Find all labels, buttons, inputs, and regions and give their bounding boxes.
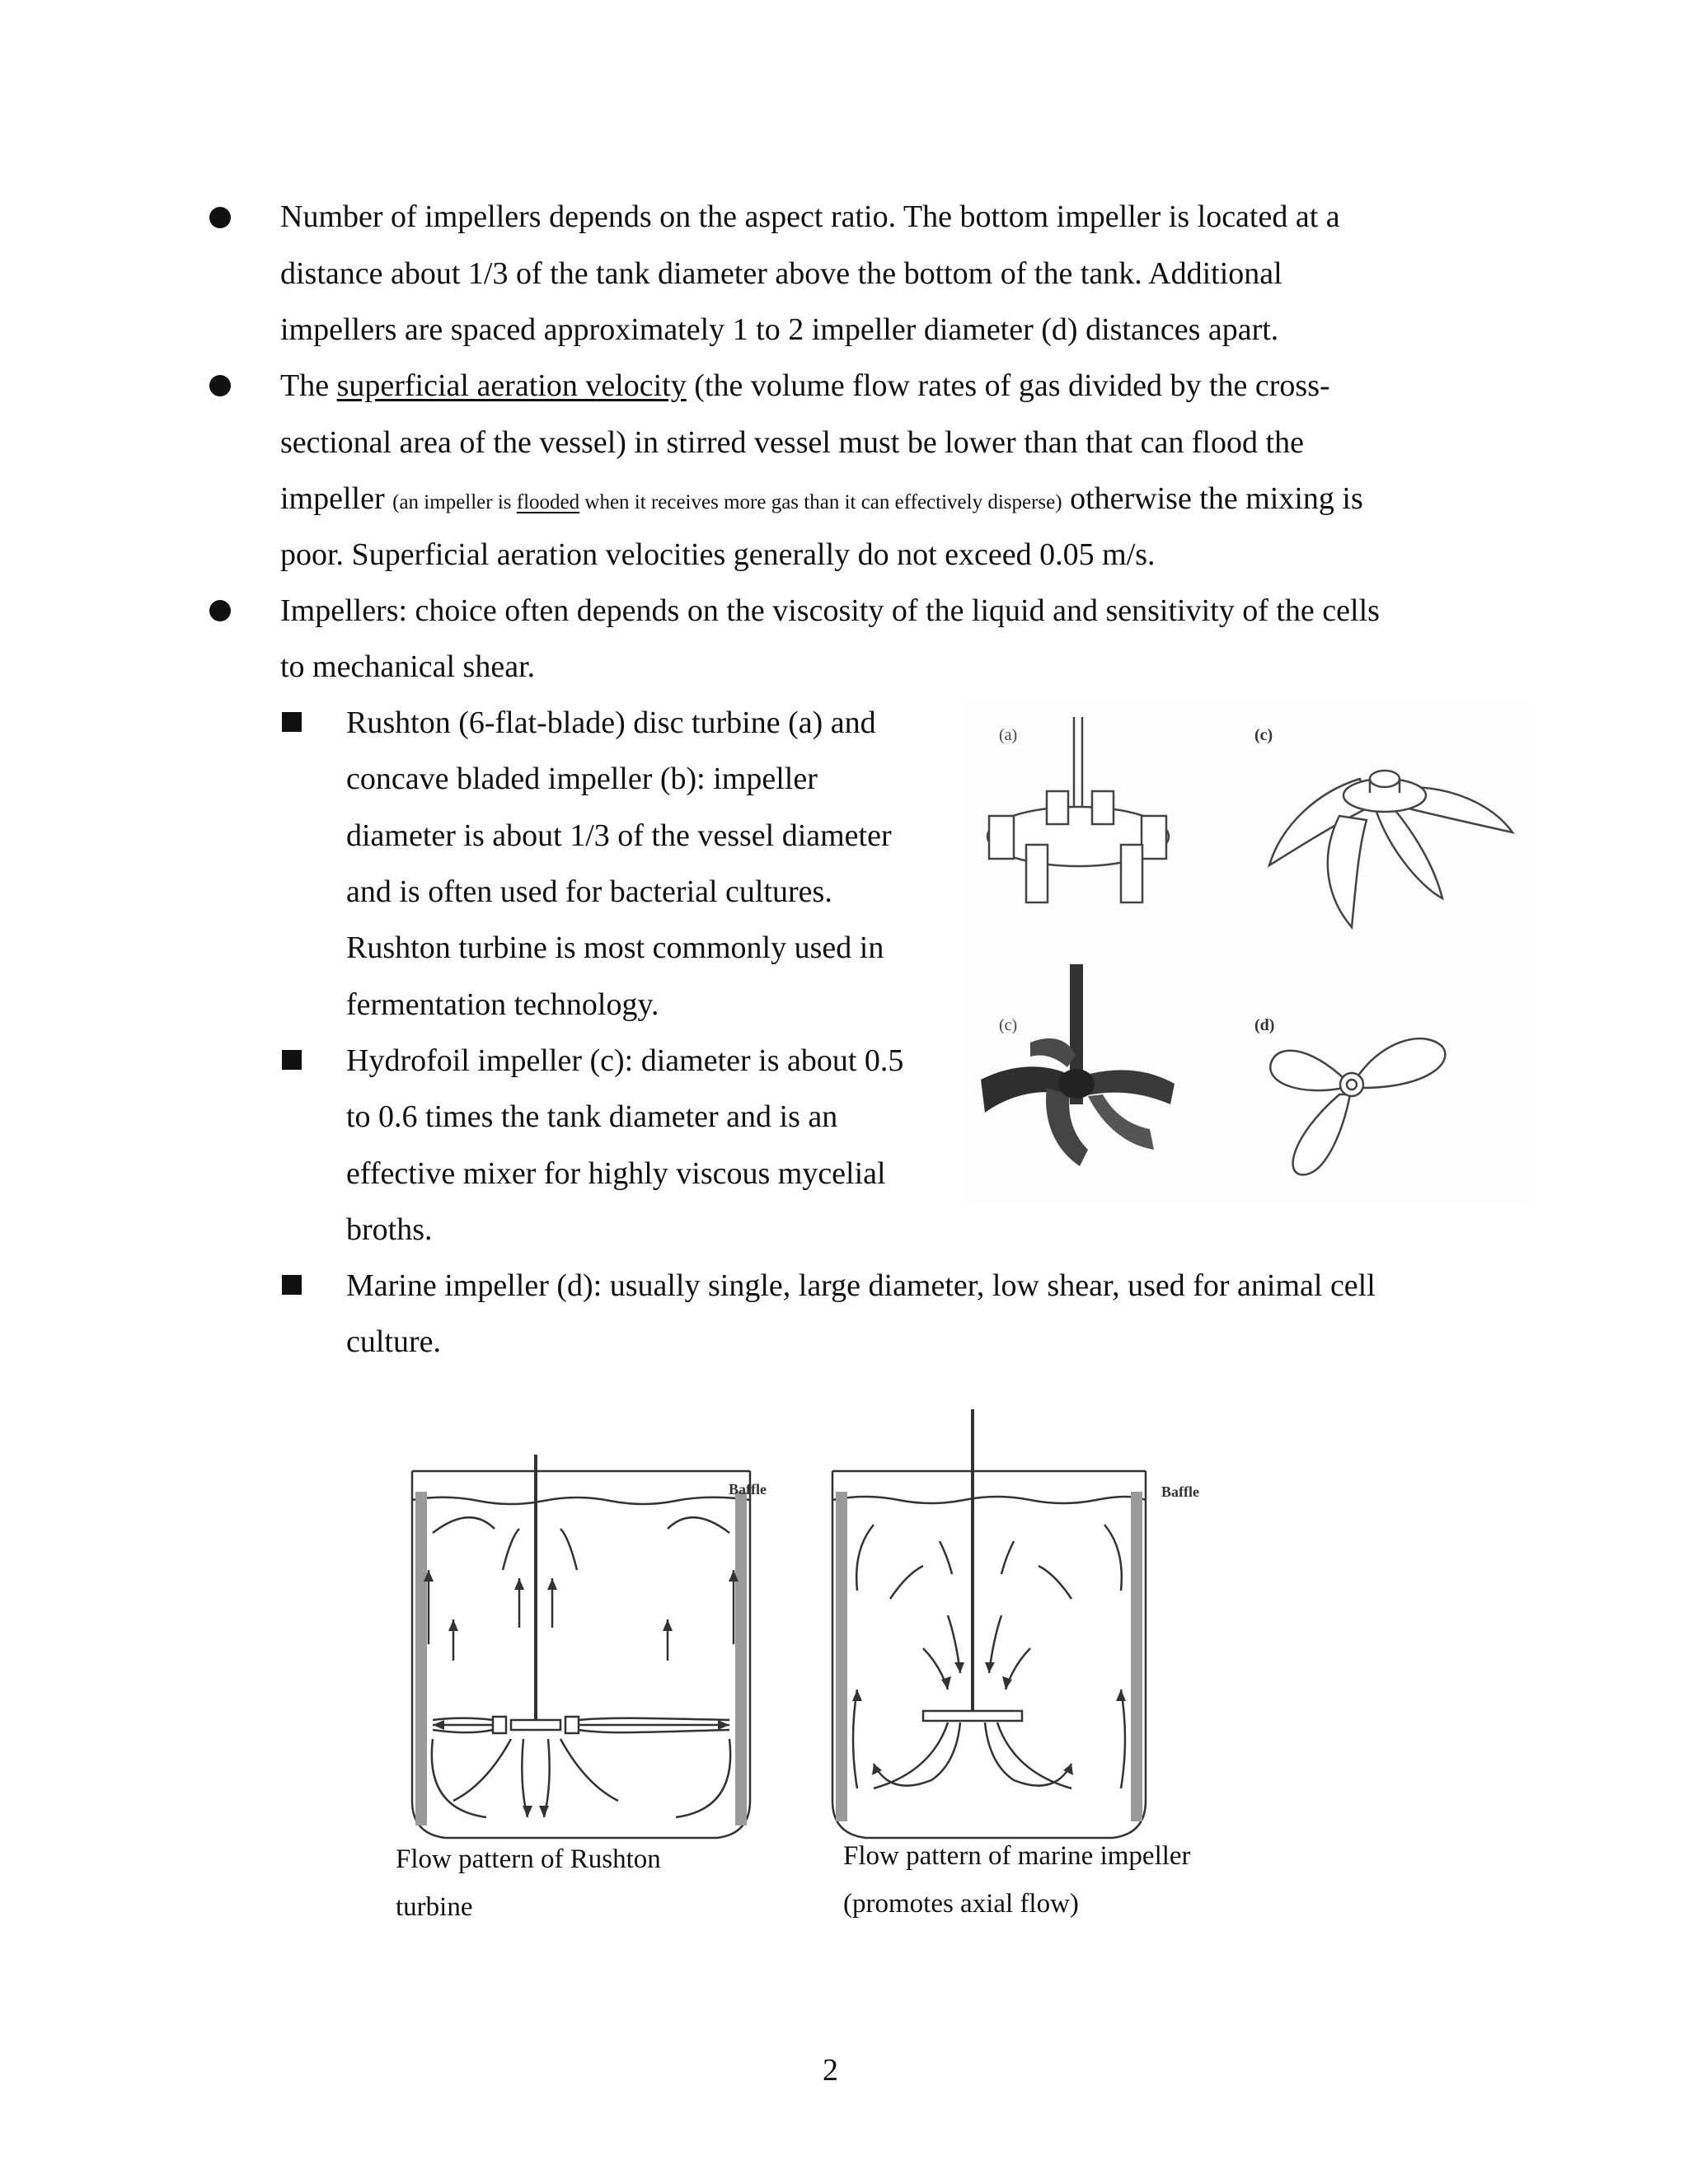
caption-marine-line-2: (promotes axial flow): [843, 1889, 1079, 1919]
bullet-2-text: The: [280, 368, 337, 403]
panel-label-c-bottom: (c): [999, 1016, 1018, 1034]
marine-baffle-right: [1131, 1492, 1142, 1821]
sub-bullet-3-line-2: culture.: [346, 1324, 442, 1359]
sub-bullet-1-line-4: and is often used for bacterial cultures.: [346, 874, 832, 909]
bullet-2-line-4: poor. Superficial aeration velocities generally do not exceed 0.05 m/s.: [280, 537, 1156, 572]
baffle-left: [415, 1492, 427, 1825]
bullet-3-line-2: to mechanical shear.: [280, 649, 536, 684]
sub-bullet-square-2: [282, 1050, 302, 1070]
bullet-1-line-2: distance about 1/3 of the tank diameter above the bottom of the tank. Additional: [280, 256, 1282, 291]
marine-baffle-left: [836, 1492, 847, 1821]
bullet-2-line-3: [280, 483, 1363, 514]
note-text: when it receives more gas than it can effectively disperse): [579, 491, 1062, 513]
bullet-1-line-1: Number of impellers depends on the aspect ratio. The bottom impeller is located at a: [280, 199, 1340, 234]
panel-label-d: (d): [1254, 1016, 1275, 1034]
sub-bullet-1-line-1: Rushton (6-flat-blade) disc turbine (a) and: [346, 705, 876, 740]
sub-bullet-2-line-4: broths.: [346, 1212, 433, 1247]
turbine-blade-left: [493, 1717, 506, 1733]
sub-bullet-2-line-1: Hydrofoil impeller (c): diameter is about 0.5: [346, 1043, 904, 1078]
figure-background: [964, 701, 1525, 1203]
bullet-2-line-2: sectional area of the vessel) in stirred vessel must be lower than that can flood the: [280, 425, 1304, 460]
sub-bullet-1-line-2: concave bladed impeller (b): impeller: [346, 762, 818, 796]
bullet-3-line-1: Impellers: choice often depends on the viscosity of the liquid and sensitivity of the cells: [280, 593, 1380, 628]
note-text: (an impeller is: [392, 491, 517, 513]
sub-bullet-1-line-3: diameter is about 1/3 of the vessel diameter: [346, 818, 892, 853]
caption-rushton-line-2: turbine: [396, 1892, 473, 1922]
bullet-dot-3: [209, 600, 231, 621]
sub-bullet-2-line-3: effective mixer for highly viscous mycelial: [346, 1156, 886, 1191]
bullet-2-text: impeller: [280, 481, 393, 516]
bullet-1-line-3: impellers are spaced approximately 1 to 2 impeller diameter (d) distances apart.: [280, 312, 1279, 347]
marine-flow-arrows: [853, 1525, 1125, 1788]
arrow-heads: [424, 1570, 738, 1817]
flow-arrows: [429, 1517, 734, 1817]
rushton-tank: [412, 1471, 750, 1838]
baffle-label-left-figure: Baffle: [729, 1481, 767, 1497]
marine-tank: [832, 1471, 1146, 1838]
marine-impeller: [923, 1711, 1022, 1721]
marine-flow-pattern-figure: [824, 1409, 1212, 1850]
sub-bullet-1-line-5: Rushton turbine is most commonly used in: [346, 930, 884, 965]
sub-bullet-2-line-2: to 0.6 times the tank diameter and is an: [346, 1099, 838, 1134]
sub-bullet-square-3: [282, 1275, 302, 1295]
bullet-2-text: otherwise the mixing is: [1062, 481, 1363, 516]
baffle-label-right-figure: Baffle: [1161, 1483, 1199, 1500]
panel-label-c-top: (c): [1254, 726, 1273, 744]
bullet-2-line-1: [280, 370, 1330, 401]
rushton-flow-pattern-figure: [396, 1455, 783, 1850]
sub-bullet-square-1: [282, 712, 302, 732]
caption-rushton-line-1: Flow pattern of Rushton: [396, 1844, 661, 1874]
bullet-dot-2: [209, 375, 231, 396]
flooded-note: [392, 491, 1062, 513]
caption-marine-line-1: Flow pattern of marine impeller: [843, 1841, 1191, 1871]
page-number: 2: [823, 2053, 838, 2088]
turbine-blade-right: [565, 1717, 579, 1733]
sub-bullet-1-line-6: fermentation technology.: [346, 987, 659, 1022]
term-flooded: flooded: [516, 491, 580, 513]
baffle-right: [735, 1492, 747, 1825]
term-superficial-aeration-velocity: superficial aeration velocity: [336, 368, 687, 403]
bullet-2-text: (the volume flow rates of gas divided by the cross-: [686, 368, 1330, 403]
impeller-types-figure: [964, 701, 1525, 1203]
bullet-dot-1: [209, 207, 231, 228]
panel-label-a: (a): [999, 726, 1018, 744]
sub-bullet-3-line-1: Marine impeller (d): usually single, large diameter, low shear, used for animal cell: [346, 1268, 1376, 1303]
disc-turbine: [511, 1720, 560, 1730]
